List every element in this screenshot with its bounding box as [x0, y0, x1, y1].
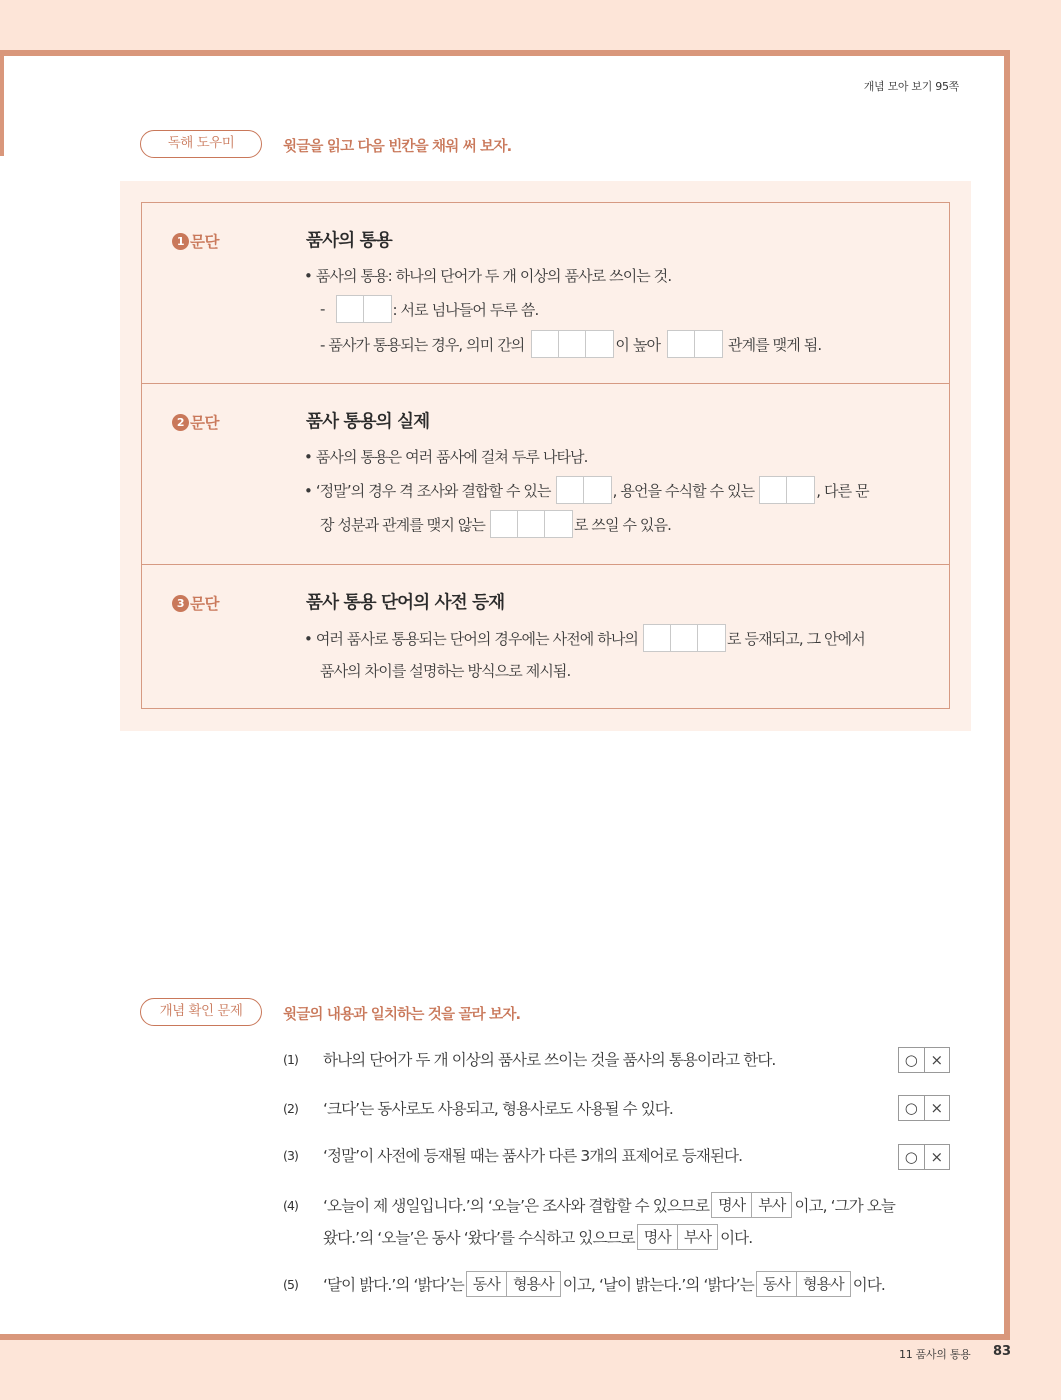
- noun-adverb-choice: [711, 1192, 792, 1218]
- line-text: • 여러 품사로 통용되는 단어의 경우에는 사전에 하나의: [304, 629, 639, 648]
- chapter-footer: 11 품사의 통용: [899, 1348, 971, 1361]
- choice-verb[interactable]: 동사: [467, 1272, 507, 1296]
- verb-adjective-choice: [756, 1271, 851, 1297]
- paragraph-word: 문단: [190, 414, 219, 432]
- summary-box: [141, 202, 950, 709]
- quiz-text: ‘오늘이 제 생일입니다.’의 ‘오늘’은 조사와 결합할 수 있으므로: [323, 1197, 710, 1215]
- reading-instruction: 윗글을 읽고 다음 빈칸을 채워 써 보자.: [283, 139, 512, 155]
- summary-line: [304, 624, 865, 652]
- line-text: - 품사가 통용되는 경우, 의미 간의: [320, 335, 525, 354]
- quiz-text: ‘크다’는 동사로도 사용되고, 형용사로도 사용될 수 있다.: [323, 1100, 673, 1118]
- quiz-text: 이고, ‘그가 오늘: [794, 1197, 895, 1215]
- line-text: 로 쓰일 수 있음.: [573, 515, 671, 534]
- quiz-number: (4): [283, 1197, 299, 1213]
- answer-blank-2[interactable]: [667, 330, 723, 358]
- paragraph-section-1: [142, 203, 949, 384]
- summary-line: [304, 261, 671, 289]
- choice-adverb[interactable]: 부사: [683, 1228, 712, 1246]
- paragraph-number-1: 1: [172, 233, 189, 250]
- quiz-text: 이고, ‘날이 밝는다.’의 ‘밝다’는: [562, 1276, 754, 1294]
- quiz-number: (3): [283, 1147, 299, 1163]
- answer-blank-3[interactable]: [531, 330, 614, 358]
- concept-check-label: 개념 확인 문제: [140, 998, 262, 1026]
- page-content: [0, 56, 1004, 1336]
- quiz-text: 왔다.’의 ‘오늘’은 동사 ‘왔다’를 수식하고 있으므로: [323, 1229, 635, 1247]
- summary-line: [320, 295, 538, 323]
- line-text: 장 성분과 관계를 맺지 않는: [320, 515, 485, 534]
- line-text: , 용언을 수식할 수 있는: [612, 481, 755, 500]
- answer-blank-3[interactable]: [490, 510, 573, 538]
- quiz-item-5: [283, 1269, 885, 1299]
- ox-choice-2: [898, 1095, 950, 1121]
- answer-blank-2[interactable]: [556, 476, 612, 504]
- section-title-3: 품사 통용 단어의 사전 등재: [306, 593, 505, 613]
- quiz-text: ‘정말’이 사전에 등재될 때는 품사가 다른 3개의 표제어로 등재된다.: [323, 1147, 743, 1165]
- paragraph-word: 문단: [190, 595, 219, 613]
- answer-blank-2[interactable]: [336, 295, 392, 323]
- o-option[interactable]: ○: [899, 1145, 925, 1169]
- summary-line: [320, 510, 671, 538]
- summary-line: [320, 330, 821, 358]
- line-text: • ‘정말’의 경우 격 조사와 결합할 수 있는: [304, 481, 551, 500]
- section-title-1: 품사의 통용: [306, 231, 392, 251]
- paragraph-label-1: [172, 230, 219, 252]
- quiz-item-1: [283, 1044, 775, 1074]
- ox-choice-1: [898, 1047, 950, 1073]
- quiz-item-2: [283, 1093, 673, 1123]
- paragraph-number-3: 3: [172, 595, 189, 612]
- choice-noun[interactable]: 명사: [712, 1193, 752, 1217]
- line-text: 관계를 맺게 됨.: [728, 335, 822, 354]
- paragraph-label-3: [172, 592, 219, 614]
- quiz-item-3: [283, 1140, 742, 1170]
- paragraph-section-3: [142, 565, 949, 708]
- quiz-item-4-cont: [323, 1222, 752, 1252]
- summary-line: [304, 476, 869, 504]
- o-option[interactable]: ○: [899, 1048, 925, 1072]
- choice-adverb[interactable]: 부사: [758, 1196, 786, 1214]
- x-option[interactable]: ×: [930, 1099, 944, 1117]
- reading-helper-label: 독해 도우미: [140, 130, 262, 158]
- section-title-2: 품사 통용의 실제: [306, 412, 430, 432]
- line-text: • 품사의 통용은 여러 품사에 걸쳐 두루 나타남.: [304, 447, 588, 466]
- paragraph-label-2: [172, 411, 219, 433]
- line-text: : 서로 넘나들어 두루 씀.: [392, 300, 539, 319]
- noun-adverb-choice: [637, 1224, 718, 1250]
- choice-verb[interactable]: 동사: [757, 1272, 797, 1296]
- choice-adjective[interactable]: 형용사: [512, 1275, 554, 1293]
- quiz-text: 이다.: [852, 1276, 885, 1294]
- quiz-number: (1): [283, 1051, 299, 1067]
- summary-panel: [120, 181, 971, 731]
- quiz-text: ‘달이 밝다.’의 ‘밝다’는: [323, 1276, 464, 1294]
- quiz-number: (5): [283, 1276, 299, 1292]
- paragraph-word: 문단: [190, 233, 219, 251]
- choice-adjective[interactable]: 형용사: [803, 1275, 844, 1293]
- line-text: • 품사의 통용: 하나의 단어가 두 개 이상의 품사로 쓰이는 것.: [304, 266, 672, 285]
- verb-adjective-choice: [466, 1271, 561, 1297]
- o-option[interactable]: ○: [899, 1096, 925, 1120]
- page-number: 83: [993, 1344, 1012, 1359]
- line-text: 품사의 차이를 설명하는 방식으로 제시됨.: [320, 661, 571, 680]
- x-option[interactable]: ×: [930, 1148, 944, 1166]
- quiz-number: (2): [283, 1100, 299, 1116]
- answer-blank-2[interactable]: [759, 476, 815, 504]
- summary-line: [320, 656, 570, 684]
- line-text: , 다른 문: [816, 481, 869, 500]
- summary-line: [304, 442, 588, 470]
- paragraph-section-2: [142, 384, 949, 565]
- choice-noun[interactable]: 명사: [638, 1225, 678, 1249]
- line-text: 이 높아: [615, 335, 661, 354]
- line-text: -: [320, 300, 325, 318]
- quiz-text: 하나의 단어가 두 개 이상의 품사로 쓰이는 것을 품사의 통용이라고 한다.: [323, 1051, 776, 1069]
- ox-choice-3: [898, 1144, 950, 1170]
- reference-note: 개념 모아 보기 95쪽: [863, 80, 959, 93]
- paragraph-number-2: 2: [172, 414, 189, 431]
- answer-blank-3[interactable]: [643, 624, 726, 652]
- x-option[interactable]: ×: [930, 1051, 944, 1069]
- quiz-instruction: 윗글의 내용과 일치하는 것을 골라 보자.: [283, 1007, 521, 1023]
- line-text: 로 등재되고, 그 안에서: [727, 629, 865, 648]
- quiz-text: 이다.: [720, 1229, 753, 1247]
- quiz-item-4: [283, 1190, 895, 1220]
